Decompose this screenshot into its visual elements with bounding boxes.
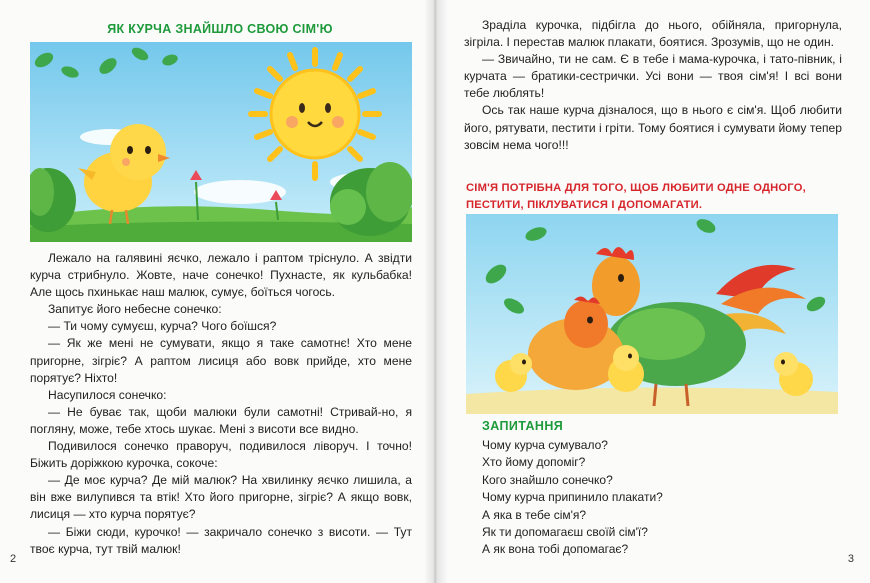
paragraph: — Як же мені не сумувати, якщо я таке самотнє! Хто мене пригорне, зігріє? А раптом лисиця або вовк прийде, хто мене порятує? Ніхто! bbox=[30, 336, 412, 385]
questions-title: ЗАПИТАННЯ bbox=[482, 419, 564, 433]
sun-illustration bbox=[251, 50, 379, 178]
paragraph: Насупилося сонечко: bbox=[48, 387, 167, 402]
questions-list bbox=[482, 437, 663, 559]
right-page bbox=[436, 0, 870, 583]
right-illustration bbox=[466, 214, 838, 414]
left-page bbox=[0, 0, 434, 583]
story-text-left bbox=[30, 250, 412, 558]
question-item: Чому курча припинило плакати? bbox=[482, 490, 663, 505]
paragraph: Подивилося сонечко праворуч, подивилося ліворуч. І точно! Біжить доріжкою курочка, сокоче: bbox=[30, 439, 412, 471]
paragraph: — Звичайно, ти не сам. Є в тебе і мама-курочка, і тато-півник, і курчата — братики-сестрички. Усі вони — твоя сім'я! І всі вони тебе люблять! bbox=[464, 52, 842, 101]
story-text-right bbox=[464, 17, 842, 154]
story-title: ЯК КУРЧА ЗНАЙШЛО СВОЮ СІМ'Ю bbox=[107, 22, 333, 36]
left-illustration bbox=[30, 42, 412, 242]
paragraph: — Біжи сюди, курочко! — закричало сонечко з висоти. — Тут твоє курча, тут твій малюк! bbox=[30, 524, 412, 556]
paragraph: — Не буває так, щоби малюки були самотні! Стривай-но, я погляну, може, тебе хтось шукає. Мені з висоти все видно. bbox=[30, 404, 412, 436]
page-number: 3 bbox=[847, 553, 854, 565]
paragraph: Запитує його небесне сонечко: bbox=[48, 302, 222, 317]
question-item: Кого знайшло сонечко? bbox=[482, 472, 613, 487]
paragraph: Лежало на галявині яєчко, лежало і раптом тріснуло. А звідти курча стрибнуло. Жовте, наче сонечко! Пухнасте, як кульбабка! Але щось пхинькає наш малюк, сумує, боїться чогось. bbox=[30, 251, 412, 300]
paragraph: — Ти чому сумуєш, курча? Чого боїшся? bbox=[48, 319, 277, 334]
question-item: Чому курча сумувало? bbox=[482, 438, 608, 452]
paragraph: — Де моє курча? Де мій малюк? На хвилинку яєчко лишила, а він вже вилупився та втік! Хто його пригорне, зігріє? А якщо вовк, лисиця — хто курча порятує? bbox=[30, 473, 412, 522]
question-item: Хто йому допоміг? bbox=[482, 455, 586, 470]
question-item: А як вона тобі допомагає? bbox=[482, 542, 629, 557]
moral-text: СІМ'Я ПОТРІБНА ДЛЯ ТОГО, ЩОБ ЛЮБИТИ ОДНЕ ОДНОГО, ПЕСТИТИ, ПІКЛУВАТИСЯ І ДОПОМАГАТИ. bbox=[466, 182, 806, 211]
paragraph: Зраділа курочка, підбігла до нього, обійняла, пригорнула, зігріла. І перестав малюк плакати, боятися. Зрозумів, що не один. bbox=[464, 18, 842, 50]
question-item: А яка в тебе сім'я? bbox=[482, 507, 587, 522]
question-item: Як ти допомагаєш своїй сім'ї? bbox=[482, 525, 648, 540]
page-number: 2 bbox=[10, 553, 17, 565]
paragraph: Ось так наше курча дізналося, що в нього є сім'я. Щоб любити його, рятувати, пестити і гріти. Тому боятися і сумувати йому тепер зовсім нема чого!!! bbox=[464, 103, 842, 152]
book-gutter bbox=[424, 0, 448, 583]
